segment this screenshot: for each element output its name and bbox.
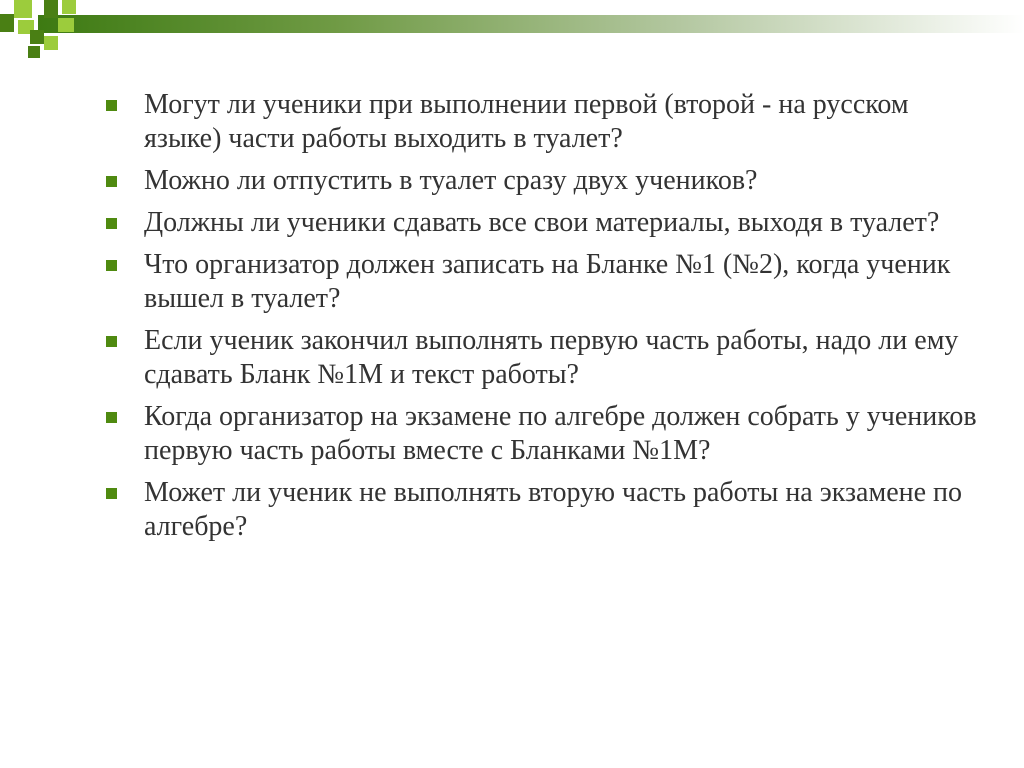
square-bullet-icon [106, 336, 117, 347]
deco-square [44, 36, 58, 50]
list-item [104, 206, 984, 240]
square-bullet-icon [106, 412, 117, 423]
square-bullet-icon [106, 260, 117, 271]
deco-square [44, 0, 58, 18]
deco-square [28, 46, 40, 58]
deco-square [0, 14, 14, 32]
deco-square [58, 18, 74, 32]
header-gradient-bar [38, 15, 1024, 33]
bullet-text: Если ученик закончил выполнять первую часть работы, надо ли ему сдавать Бланк №1М и текст работы? [144, 325, 959, 390]
bullet-text: Может ли ученик не выполнять вторую часть работы на экзамене по алгебре? [144, 477, 963, 542]
square-bullet-icon [106, 176, 117, 187]
square-bullet-icon [106, 488, 117, 499]
bullet-text: Должны ли ученики сдавать все свои материалы, выходя в туалет? [144, 207, 940, 238]
square-bullet-icon [106, 218, 117, 229]
bullet-list [104, 88, 984, 552]
deco-square [30, 30, 44, 44]
deco-square [62, 0, 76, 14]
list-item [104, 88, 984, 156]
header-decoration [0, 0, 1024, 36]
bullet-text: Можно ли отпустить в туалет сразу двух учеников? [144, 165, 758, 196]
list-item [104, 324, 984, 392]
list-item [104, 476, 984, 544]
bullet-text: Когда организатор на экзамене по алгебре должен собрать у учеников первую часть работы вместе с Бланками №1М? [144, 401, 977, 466]
deco-square [14, 0, 32, 18]
bullet-text: Могут ли ученики при выполнении первой (второй - на русском языке) части работы выходить в туалет? [144, 89, 909, 154]
square-bullet-icon [106, 100, 117, 111]
list-item [104, 400, 984, 468]
list-item [104, 248, 984, 316]
list-item [104, 164, 984, 198]
bullet-text: Что организатор должен записать на Бланке №1 (№2), когда ученик вышел в туалет? [144, 249, 951, 314]
